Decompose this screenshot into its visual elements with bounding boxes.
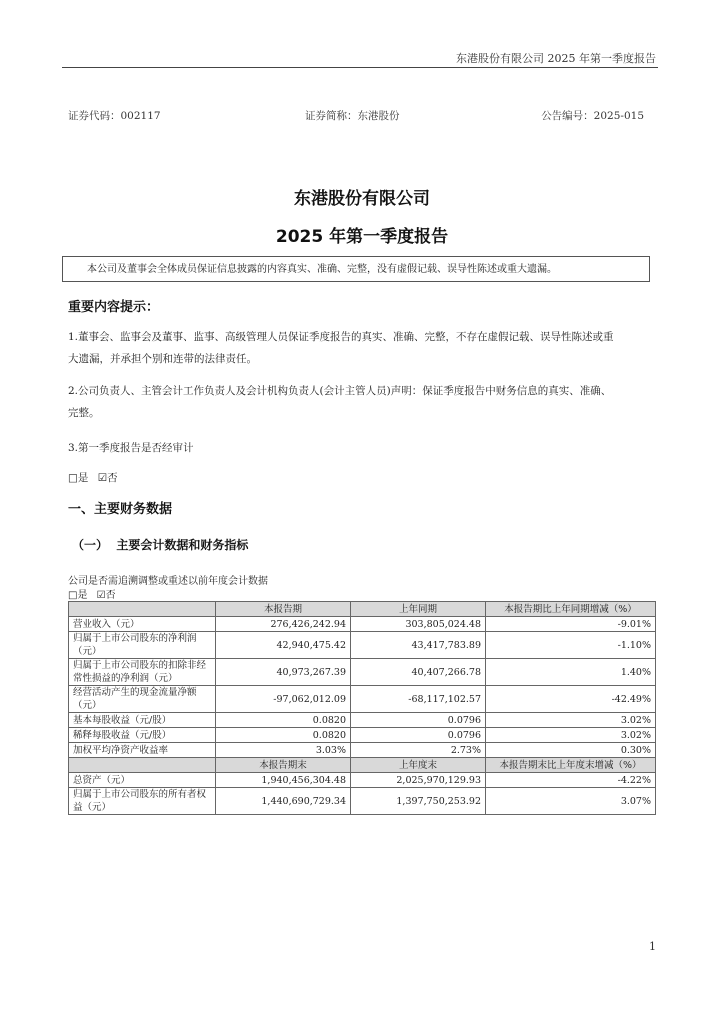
important-item-2-line-2: 完整。 bbox=[68, 407, 100, 419]
header-rule bbox=[62, 67, 658, 68]
cell-change: -1.10% bbox=[486, 632, 656, 659]
row-label: 归属于上市公司股东的扣除非经常性损益的净利润（元） bbox=[69, 659, 216, 686]
cell-current: 42,940,475.42 bbox=[216, 632, 351, 659]
company-title: 东港股份有限公司 bbox=[294, 189, 430, 209]
cell-change: 3.02% bbox=[486, 713, 656, 728]
table-header-cell: 上年度末 bbox=[351, 758, 486, 773]
cell-current: 40,973,267.39 bbox=[216, 659, 351, 686]
cell-current: 0.0820 bbox=[216, 713, 351, 728]
cell-prior: 40,407,266.78 bbox=[351, 659, 486, 686]
table-header-cell: 本报告期 bbox=[216, 602, 351, 617]
table-header-cell: 本报告期末 bbox=[216, 758, 351, 773]
table-row bbox=[69, 788, 656, 815]
table-header-cell: 本报告期比上年同期增减（%） bbox=[486, 602, 656, 617]
restate-no-checkbox: ☑否 bbox=[96, 590, 116, 601]
important-item-1 bbox=[68, 326, 658, 370]
important-item-1-line-1: 1.董事会、监事会及董事、监事、高级管理人员保证季度报告的真实、准确、完整，不存在虚假记载、误导性陈述或重 bbox=[68, 331, 614, 343]
cell-prior: 303,805,024.48 bbox=[351, 617, 486, 632]
table-row bbox=[69, 617, 656, 632]
table-row bbox=[69, 743, 656, 758]
table-header-cell bbox=[69, 758, 216, 773]
row-label: 归属于上市公司股东的所有者权益（元） bbox=[69, 788, 216, 815]
cell-current: 276,426,242.94 bbox=[216, 617, 351, 632]
notice-number: 公告编号：2025-015 bbox=[541, 110, 644, 122]
important-item-2 bbox=[68, 380, 658, 424]
cell-prior: 0.0796 bbox=[351, 713, 486, 728]
cell-prior: 0.0796 bbox=[351, 728, 486, 743]
key-financial-data-table bbox=[68, 601, 656, 815]
security-short-name: 证券简称：东港股份 bbox=[305, 110, 400, 122]
table-header-cell: 本报告期末比上年度末增减（%） bbox=[486, 758, 656, 773]
disclosure-notice-box: 本公司及董事会全体成员保证信息披露的内容真实、准确、完整，没有虚假记载、误导性陈述或重大遗漏。 bbox=[62, 256, 650, 282]
cell-prior: 2,025,970,129.93 bbox=[351, 773, 486, 788]
cell-change: 1.40% bbox=[486, 659, 656, 686]
running-header: 东港股份有限公司 2025 年第一季度报告 bbox=[456, 52, 656, 65]
page-number: 1 bbox=[649, 940, 656, 953]
section-heading-financial-data: 一、主要财务数据 bbox=[68, 502, 173, 517]
important-item-3: 3.第一季度报告是否经审计 bbox=[68, 442, 194, 454]
table-row bbox=[69, 713, 656, 728]
audit-no-checkbox: ☑否 bbox=[97, 472, 118, 484]
row-label: 营业收入（元） bbox=[69, 617, 216, 632]
cell-change: -9.01% bbox=[486, 617, 656, 632]
cell-change: 0.30% bbox=[486, 743, 656, 758]
restate-yes-checkbox: □是 bbox=[68, 590, 88, 601]
table-header-row bbox=[69, 602, 656, 617]
subsection-heading-key-indicators: （一） 主要会计数据和财务指标 bbox=[72, 538, 249, 552]
important-heading: 重要内容提示： bbox=[68, 300, 160, 315]
table-header-row bbox=[69, 758, 656, 773]
table-header-cell: 上年同期 bbox=[351, 602, 486, 617]
row-label: 基本每股收益（元/股） bbox=[69, 713, 216, 728]
cell-prior: 1,397,750,253.92 bbox=[351, 788, 486, 815]
restate-question: 公司是否需追溯调整或重述以前年度会计数据 bbox=[68, 576, 268, 587]
row-label: 稀释每股收益（元/股） bbox=[69, 728, 216, 743]
table-row bbox=[69, 632, 656, 659]
row-label: 加权平均净资产收益率 bbox=[69, 743, 216, 758]
cell-prior: 2.73% bbox=[351, 743, 486, 758]
table-header-cell bbox=[69, 602, 216, 617]
cell-change: 3.07% bbox=[486, 788, 656, 815]
table-row bbox=[69, 659, 656, 686]
audit-options bbox=[68, 470, 118, 485]
cell-prior: 43,417,783.89 bbox=[351, 632, 486, 659]
cell-current: 3.03% bbox=[216, 743, 351, 758]
cell-current: 1,940,456,304.48 bbox=[216, 773, 351, 788]
restate-options bbox=[68, 586, 116, 601]
security-code: 证券代码：002117 bbox=[68, 110, 161, 122]
audit-yes-checkbox: □是 bbox=[68, 472, 89, 484]
cell-current: 0.0820 bbox=[216, 728, 351, 743]
cell-change: -4.22% bbox=[486, 773, 656, 788]
important-item-2-line-1: 2.公司负责人、主管会计工作负责人及会计机构负责人(会计主管人员)声明：保证季度报告中财务信息的真实、准确、 bbox=[68, 385, 612, 397]
row-label: 经营活动产生的现金流量净额（元） bbox=[69, 686, 216, 713]
important-item-1-line-2: 大遗漏，并承担个别和连带的法律责任。 bbox=[68, 353, 257, 365]
cell-change: 3.02% bbox=[486, 728, 656, 743]
table-row bbox=[69, 686, 656, 713]
cell-prior: -68,117,102.57 bbox=[351, 686, 486, 713]
cell-change: -42.49% bbox=[486, 686, 656, 713]
table-row bbox=[69, 773, 656, 788]
report-title: 2025 年第一季度报告 bbox=[275, 227, 449, 247]
row-label: 总资产（元） bbox=[69, 773, 216, 788]
table-row bbox=[69, 728, 656, 743]
cell-current: -97,062,012.09 bbox=[216, 686, 351, 713]
row-label: 归属于上市公司股东的净利润（元） bbox=[69, 632, 216, 659]
cell-current: 1,440,690,729.34 bbox=[216, 788, 351, 815]
